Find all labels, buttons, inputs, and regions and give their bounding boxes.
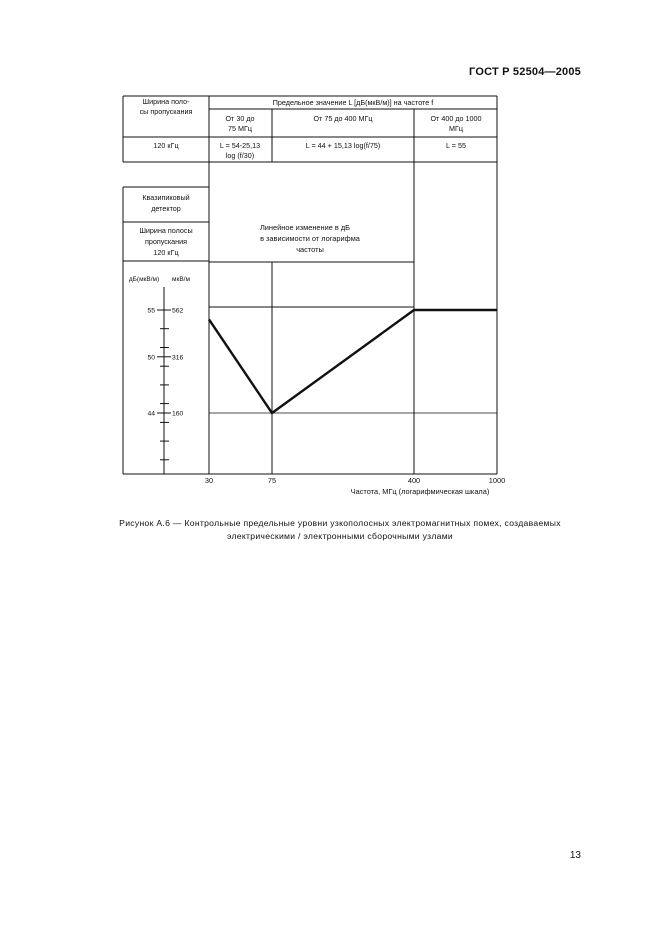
annotation-line2: в зависимости от логарифма (260, 234, 360, 243)
subheader-2: От 75 до 400 МГц (313, 114, 373, 123)
bandwidth-line3: 120 кГц (153, 248, 179, 257)
y-tick-label-uv: 562 (172, 307, 184, 315)
caption-line2: электрическими / электронными сборочными узлами (226, 531, 454, 541)
span-header: Предельное значение L [дБ(мкВ/м)] на частоте f (272, 98, 434, 107)
unit-db-label: дБ(мкВ/м) (128, 276, 160, 283)
col1-header-line2: сы пропускания (139, 107, 193, 116)
page-number: 13 (569, 850, 581, 861)
x-tick-label: 1000 (488, 476, 506, 485)
y-tick-label-uv: 316 (172, 354, 184, 362)
standard-header: ГОСТ Р 52504—2005 (469, 66, 581, 78)
y-tick-label-uv: 160 (172, 410, 184, 418)
x-tick-label: 75 (267, 476, 277, 485)
subheader-1-line2: 75 МГц (228, 124, 252, 133)
annotation-line1: Линейное изменение в дБ (259, 223, 351, 232)
x-tick-label: 400 (407, 476, 421, 485)
x-tick-label: 30 (204, 476, 214, 485)
subheader-1-line1: От 30 до (225, 114, 255, 123)
reference-lines (209, 262, 497, 474)
figure-caption (60, 517, 620, 543)
subheader-3-line1: От 400 до 1000 (430, 114, 482, 123)
detector-line2: детектор (151, 204, 181, 213)
y-tick-label-db: 55 (147, 307, 155, 315)
annotation-line3: частоты (296, 245, 324, 254)
y-tick-label-db: 44 (147, 410, 155, 418)
x-axis-label: Частота, МГц (логарифмическая шкала) (350, 487, 490, 496)
col1-header-line1: Ширина поло- (142, 97, 190, 106)
row-bandwidth: 120 кГц (153, 141, 179, 150)
formula-2: L = 44 + 15,13 log(f/75) (305, 141, 381, 150)
formula-1-line2: log (f/30) (225, 151, 255, 160)
limit-line (209, 310, 497, 413)
formula-3: L = 55 (446, 141, 466, 150)
unit-uv-label: мкВ/м (172, 276, 190, 283)
subheader-3-line2: МГц (449, 124, 463, 133)
caption-line1: Рисунок А.6 — Контрольные предельные уровни узкополосных электромагнитных помех, создаваемых (119, 518, 561, 528)
formula-1-line1: L = 54-25,13 (219, 141, 261, 150)
bandwidth-line2: пропускания (144, 237, 188, 246)
bandwidth-line1: Ширина полосы (139, 226, 193, 235)
detector-line1: Квазипиковый (142, 193, 190, 202)
y-tick-label-db: 50 (147, 354, 155, 362)
